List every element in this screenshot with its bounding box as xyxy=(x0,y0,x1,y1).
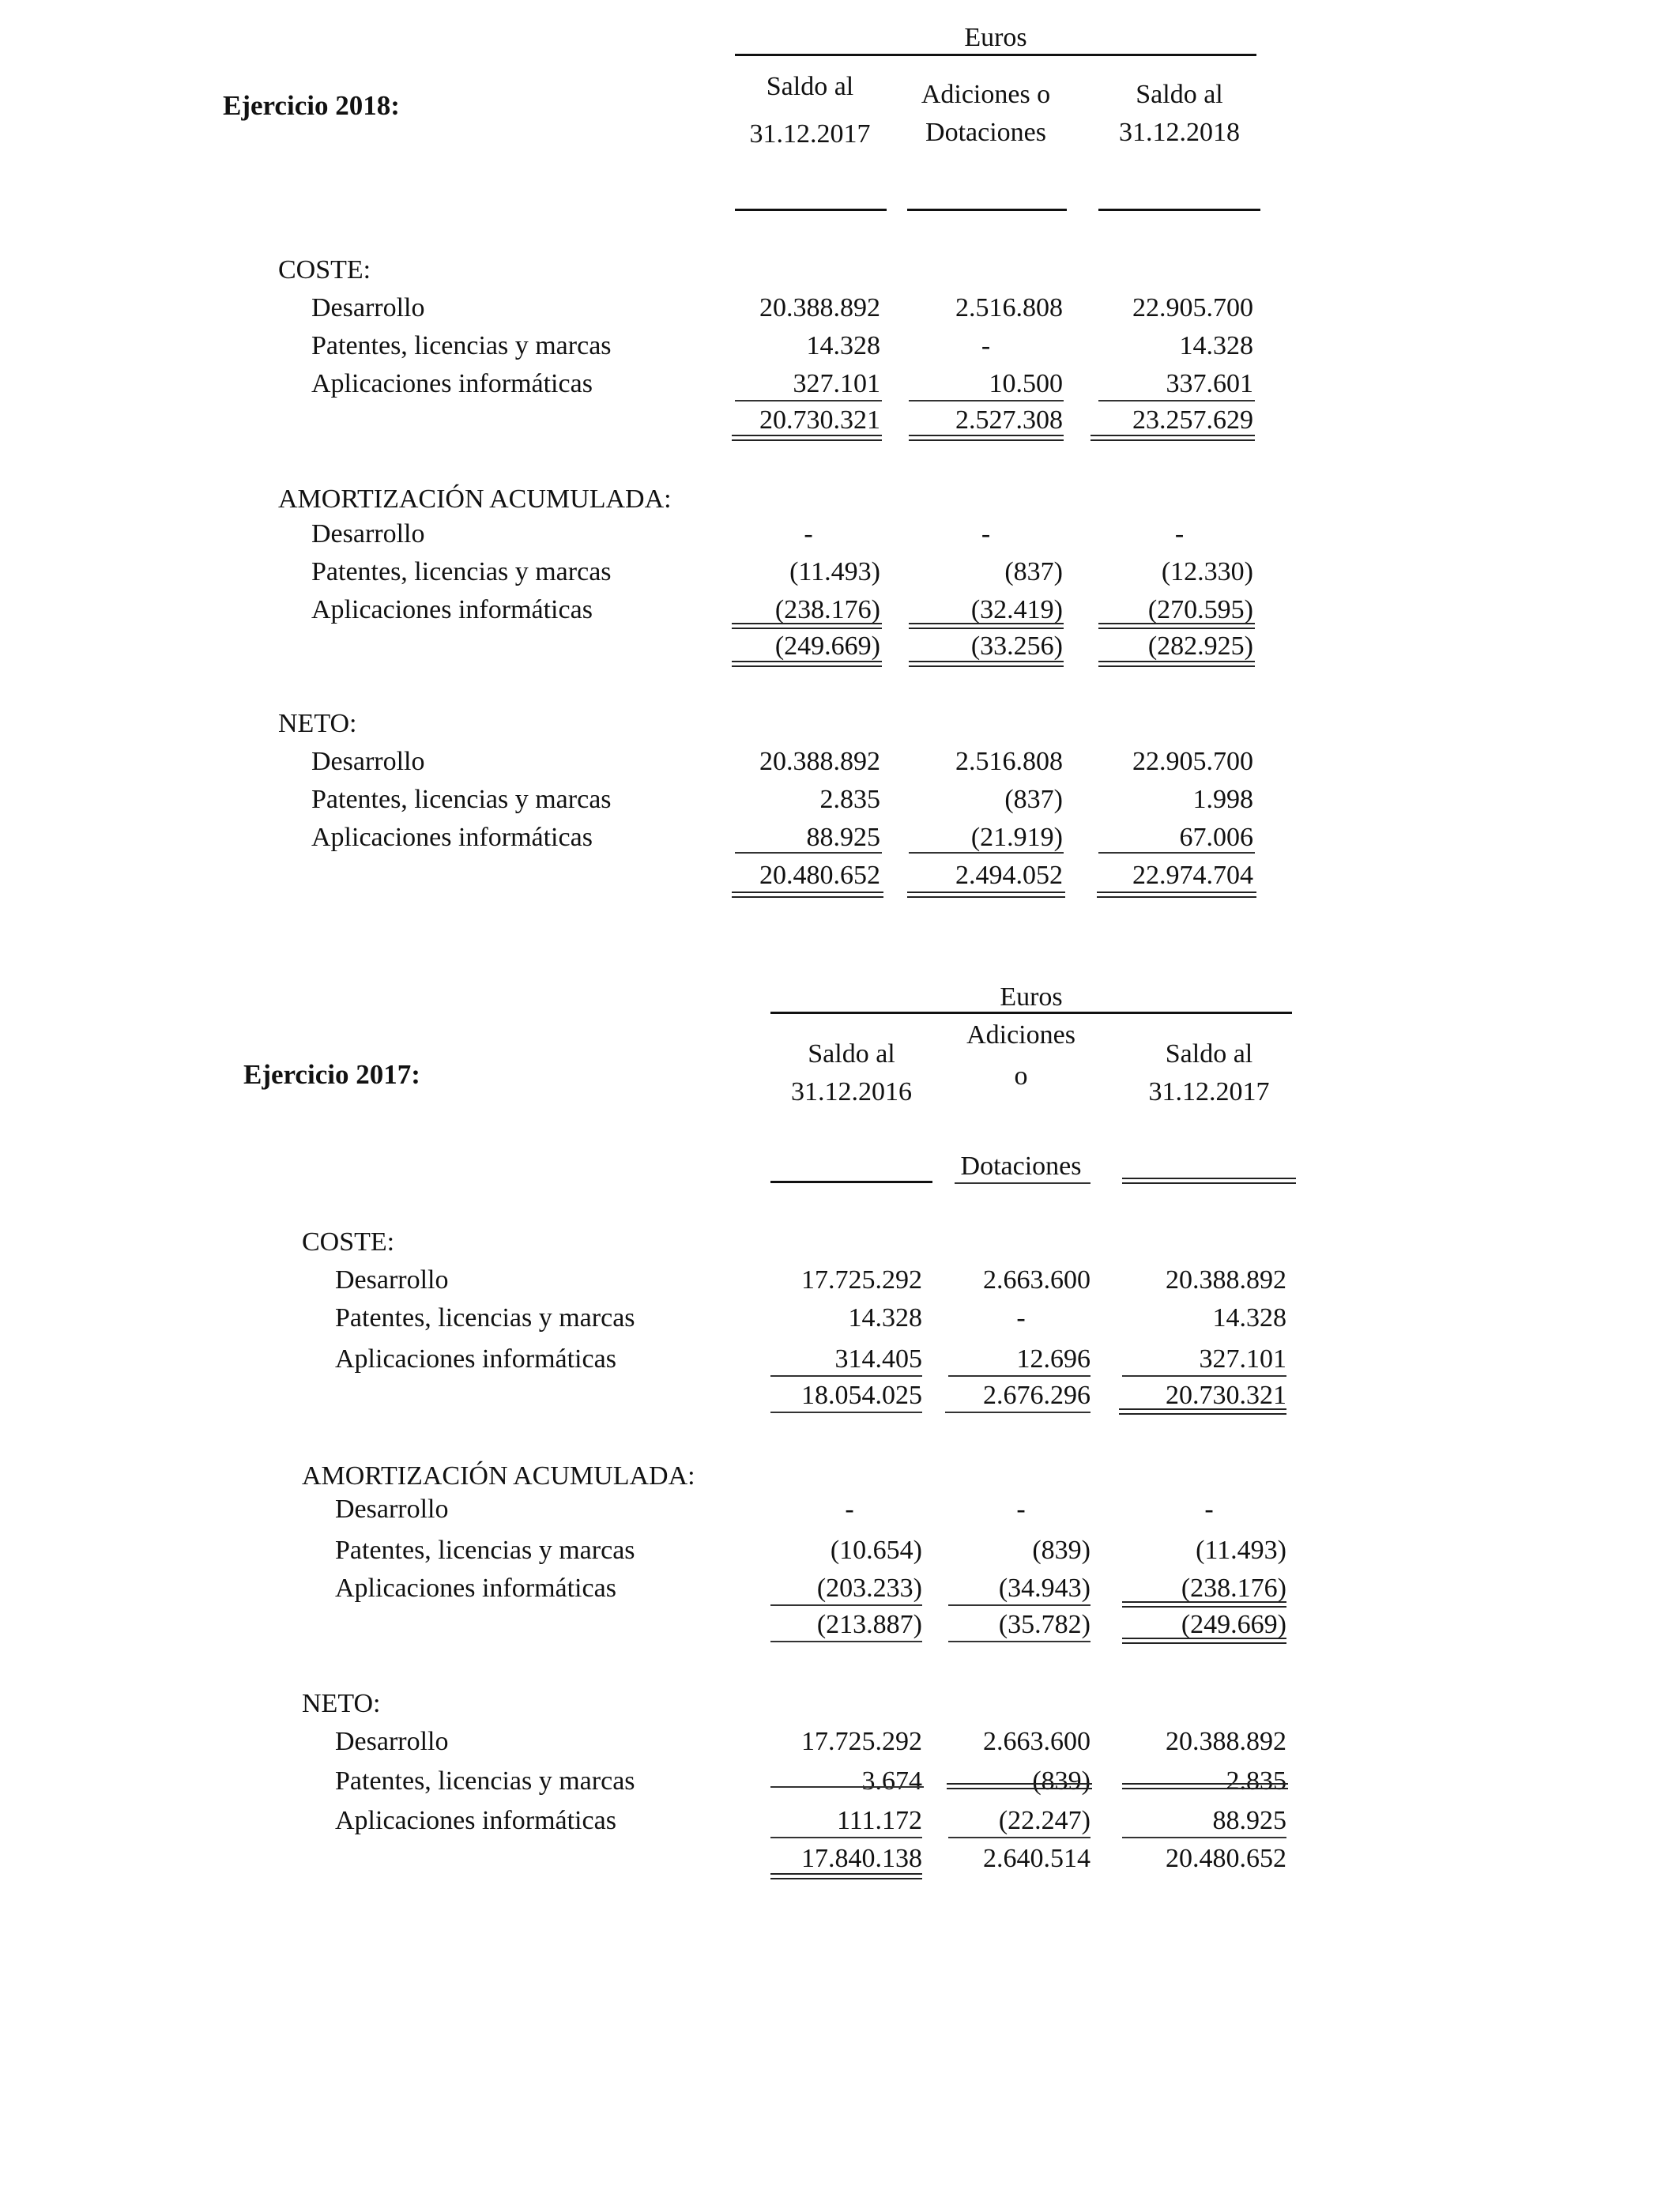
value-cell: (238.176) xyxy=(774,595,880,624)
total-cell: (35.782) xyxy=(998,1610,1090,1639)
section-label-amortizacion-2018: AMORTIZACIÓN ACUMULADA: xyxy=(278,484,672,514)
value-cell: (837) xyxy=(1004,785,1063,814)
subtotal-rule xyxy=(770,1604,922,1606)
total-cell: 17.840.138 xyxy=(801,1844,922,1873)
row-label: Patentes, licencias y marcas xyxy=(335,1766,635,1796)
value-cell: 1.998 xyxy=(1192,785,1253,814)
value-cell: (203.233) xyxy=(816,1574,922,1603)
value-cell: 20.388.892 xyxy=(1166,1727,1286,1756)
total-cell: 20.480.652 xyxy=(1166,1844,1286,1873)
subtotal-double-rule xyxy=(1098,623,1255,629)
subtotal-rule xyxy=(770,1837,922,1838)
total-cell: 20.730.321 xyxy=(1166,1381,1286,1410)
col1-header-line1-2018: Saldo al xyxy=(766,72,854,101)
value-cell: 14.328 xyxy=(848,1303,922,1333)
row-label: Desarrollo xyxy=(311,293,425,322)
value-cell: (238.176) xyxy=(1181,1574,1286,1603)
row-label: Aplicaciones informáticas xyxy=(335,1574,616,1603)
header-rule-col1-2018 xyxy=(735,209,887,211)
value-cell: (22.247) xyxy=(998,1806,1090,1835)
euros-header-2017: Euros xyxy=(1000,982,1063,1012)
value-cell: 20.388.892 xyxy=(1166,1265,1286,1295)
row-label: Aplicaciones informáticas xyxy=(335,1344,616,1374)
total-rule xyxy=(948,1641,1090,1642)
total-cell: (33.256) xyxy=(970,631,1063,661)
value-cell: 2.835 xyxy=(819,785,880,814)
total-double-rule xyxy=(1098,661,1255,667)
total-cell: 2.676.296 xyxy=(983,1381,1090,1410)
total-double-rule xyxy=(1090,435,1255,441)
subtotal-rule xyxy=(948,1837,1090,1838)
value-cell: 3.674 xyxy=(861,1766,922,1796)
subtotal-rule xyxy=(1098,852,1255,854)
section-label-coste-2018: COSTE: xyxy=(278,255,371,285)
value-cell: 327.101 xyxy=(1199,1344,1286,1374)
total-double-rule xyxy=(1097,892,1256,898)
row-label: Aplicaciones informáticas xyxy=(311,595,593,624)
value-cell: 22.905.700 xyxy=(1132,747,1253,776)
value-cell: 2.516.808 xyxy=(955,293,1063,322)
row-label: Desarrollo xyxy=(335,1495,449,1524)
value-cell: - xyxy=(1016,1495,1026,1524)
value-cell: (11.493) xyxy=(789,557,880,586)
subtotal-double-rule xyxy=(909,623,1064,629)
value-cell: (12.330) xyxy=(1161,557,1253,586)
value-cell: 14.328 xyxy=(1212,1303,1286,1333)
row-label: Desarrollo xyxy=(311,519,425,548)
value-cell: 14.328 xyxy=(1179,331,1253,360)
total-cell: 2.494.052 xyxy=(955,861,1063,890)
row-label: Patentes, licencias y marcas xyxy=(335,1303,635,1333)
col3-header-line2-2017: 31.12.2017 xyxy=(1148,1077,1270,1106)
col2-header-line2-2018: Dotaciones xyxy=(925,118,1046,147)
total-double-rule xyxy=(907,892,1065,898)
value-cell: (11.493) xyxy=(1196,1536,1286,1565)
total-rule xyxy=(770,1412,922,1413)
col1-header-line1-2017: Saldo al xyxy=(808,1039,895,1069)
value-cell: (32.419) xyxy=(970,595,1063,624)
col2-header-line2-2017: o xyxy=(1014,1061,1028,1091)
value-cell: - xyxy=(845,1495,854,1524)
total-double-rule xyxy=(909,435,1064,441)
value-cell: (34.943) xyxy=(998,1574,1090,1603)
total-double-rule xyxy=(732,661,882,667)
row-label: Patentes, licencias y marcas xyxy=(311,557,612,586)
subtotal-rule xyxy=(948,1375,1090,1377)
euros-rule-2018 xyxy=(735,54,1256,56)
value-cell: (839) xyxy=(1032,1766,1090,1796)
header-rule-col2-2018 xyxy=(907,209,1067,211)
header-rule-col3-2017 xyxy=(1122,1178,1296,1184)
total-cell: (282.925) xyxy=(1147,631,1253,661)
euros-rule-2017 xyxy=(770,1012,1292,1014)
total-cell: 20.480.652 xyxy=(759,861,880,890)
subtotal-rule xyxy=(735,852,882,854)
section-label-neto-2017: NETO: xyxy=(302,1689,381,1718)
value-cell: 67.006 xyxy=(1179,823,1253,852)
subtotal-rule xyxy=(1098,400,1255,401)
value-cell: 111.172 xyxy=(837,1806,922,1835)
total-double-rule xyxy=(909,661,1064,667)
subtotal-rule xyxy=(735,400,882,401)
value-cell: - xyxy=(981,519,991,548)
total-cell: 23.257.629 xyxy=(1132,405,1253,435)
row-label: Aplicaciones informáticas xyxy=(311,369,593,398)
total-double-rule xyxy=(1119,1408,1286,1415)
value-cell: (837) xyxy=(1004,557,1063,586)
col2-header-line1-2018: Adiciones o xyxy=(921,80,1051,109)
value-cell: (839) xyxy=(1032,1536,1090,1565)
col2-header-line1-2017: Adiciones xyxy=(966,1020,1075,1050)
value-cell: 17.725.292 xyxy=(801,1265,922,1295)
value-cell: 2.835 xyxy=(1226,1766,1286,1796)
value-cell: 314.405 xyxy=(834,1344,922,1374)
col1-header-line2-2017: 31.12.2016 xyxy=(791,1077,912,1106)
subtotal-double-rule xyxy=(732,623,882,629)
total-cell: 2.640.514 xyxy=(983,1844,1090,1873)
total-cell: 22.974.704 xyxy=(1132,861,1253,890)
total-double-rule xyxy=(732,892,883,898)
value-cell: 12.696 xyxy=(1016,1344,1090,1374)
total-cell: 20.730.321 xyxy=(759,405,880,435)
value-cell: - xyxy=(1016,1303,1026,1333)
value-cell: (10.654) xyxy=(830,1536,922,1565)
total-cell: (213.887) xyxy=(816,1610,922,1639)
col1-header-line2-2018: 31.12.2017 xyxy=(749,119,871,149)
col2-header-line3-2017: Dotaciones xyxy=(960,1152,1082,1181)
header-rule-col3-2018 xyxy=(1098,209,1260,211)
total-double-rule xyxy=(1122,1638,1286,1644)
total-double-rule xyxy=(732,435,882,441)
value-cell: (270.595) xyxy=(1147,595,1253,624)
subtotal-rule xyxy=(948,1604,1090,1606)
strike-double-rule xyxy=(1122,1783,1288,1789)
total-cell: 2.527.308 xyxy=(955,405,1063,435)
strike-rule xyxy=(770,1786,924,1788)
row-label: Desarrollo xyxy=(311,747,425,776)
col3-header-line1-2018: Saldo al xyxy=(1136,80,1223,109)
value-cell: 2.663.600 xyxy=(983,1265,1090,1295)
value-cell: 10.500 xyxy=(989,369,1063,398)
subtotal-rule xyxy=(1122,1837,1286,1838)
total-double-rule xyxy=(770,1873,922,1879)
value-cell: - xyxy=(804,519,813,548)
value-cell: - xyxy=(1174,519,1185,548)
value-cell: 2.663.600 xyxy=(983,1727,1090,1756)
col3-header-line2-2018: 31.12.2018 xyxy=(1119,118,1240,147)
header-rule-col1-2017 xyxy=(770,1181,932,1183)
value-cell: 88.925 xyxy=(806,823,880,852)
total-cell: 18.054.025 xyxy=(801,1381,922,1410)
row-label: Patentes, licencias y marcas xyxy=(335,1536,635,1565)
section-label-neto-2018: NETO: xyxy=(278,709,357,738)
row-label: Desarrollo xyxy=(335,1265,449,1295)
row-label: Desarrollo xyxy=(335,1727,449,1756)
section-title-2017: Ejercicio 2017: xyxy=(243,1059,420,1090)
value-cell: 2.516.808 xyxy=(955,747,1063,776)
value-cell: - xyxy=(981,331,991,360)
section-title-2018: Ejercicio 2018: xyxy=(223,90,400,121)
subtotal-rule xyxy=(770,1375,922,1377)
section-label-coste-2017: COSTE: xyxy=(302,1227,395,1257)
row-label: Patentes, licencias y marcas xyxy=(311,785,612,814)
value-cell: 327.101 xyxy=(793,369,880,398)
subtotal-rule xyxy=(909,400,1064,401)
value-cell: 337.601 xyxy=(1166,369,1253,398)
total-cell: (249.669) xyxy=(1181,1610,1286,1639)
total-rule xyxy=(945,1412,1090,1413)
subtotal-rule xyxy=(1122,1375,1286,1377)
value-cell: 20.388.892 xyxy=(759,293,880,322)
total-cell: (249.669) xyxy=(774,631,880,661)
row-label: Aplicaciones informáticas xyxy=(311,823,593,852)
section-label-amortizacion-2017: AMORTIZACIÓN ACUMULADA: xyxy=(302,1461,695,1491)
row-label: Aplicaciones informáticas xyxy=(335,1806,616,1835)
value-cell: 17.725.292 xyxy=(801,1727,922,1756)
value-cell: 88.925 xyxy=(1212,1806,1286,1835)
value-cell: 14.328 xyxy=(806,331,880,360)
value-cell: (21.919) xyxy=(970,823,1063,852)
subtotal-double-rule xyxy=(1122,1601,1286,1608)
subtotal-rule xyxy=(909,852,1064,854)
header-rule-col2-2017 xyxy=(955,1182,1090,1184)
strike-double-rule xyxy=(947,1783,1092,1789)
value-cell: 22.905.700 xyxy=(1132,293,1253,322)
col3-header-line1-2017: Saldo al xyxy=(1165,1039,1253,1069)
euros-header-2018: Euros xyxy=(964,23,1027,52)
value-cell: 20.388.892 xyxy=(759,747,880,776)
value-cell: - xyxy=(1204,1495,1214,1524)
total-rule xyxy=(770,1641,922,1642)
row-label: Patentes, licencias y marcas xyxy=(311,331,612,360)
